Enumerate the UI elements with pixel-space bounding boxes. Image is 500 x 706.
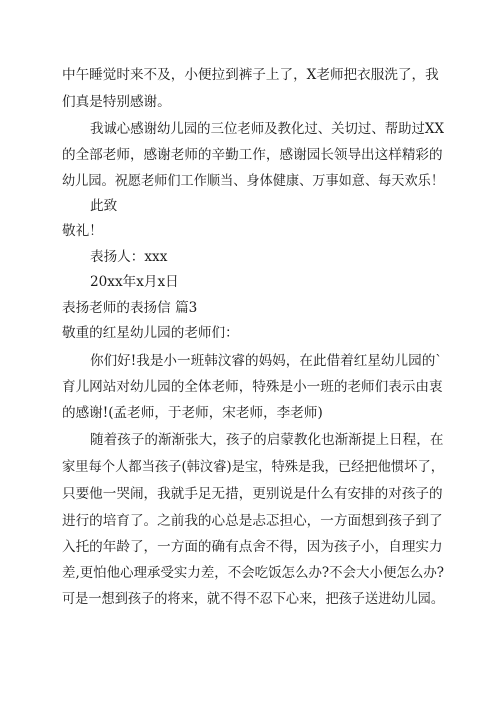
date-text: 20xx年x月x日: [90, 274, 179, 290]
text-line: 的感谢!(孟老师，于老师，宋老师，李老师): [62, 405, 323, 421]
text-line: 可是一想到孩子的将来，就不得不忍下心来，把孩子送进幼儿园。: [62, 591, 444, 607]
text-line: 你们好!我是小一班韩汶睿的妈妈，在此借着红星幼儿园的`: [90, 353, 443, 369]
text-line: 的全部老师，感谢老师的辛勤工作，感谢园长领导出这样精彩的: [62, 147, 443, 163]
salutation-text: 此致: [90, 198, 118, 214]
heading-text: 表扬老师的表扬信 篇3: [62, 300, 198, 316]
text-line: 育儿网站对幼儿园的全体老师，特殊是小一班的老师们表示由衷: [62, 379, 443, 395]
text-line: 幼儿园。祝愿老师们工作顺当、身体健康、万事如意、每天欢乐！: [62, 173, 444, 189]
text-line: 中午睡觉时来不及，小便拉到裤子上了，X老师把衣服洗了，我: [62, 67, 439, 83]
text-line: 家里每个人都当孩子(韩汶睿)是宝，特殊是我，已经把他惯坏了，: [62, 459, 445, 475]
signature-text: 表扬人：xxx: [90, 249, 168, 265]
salutation-text: 敬礼！: [62, 223, 103, 239]
text-line: 们真是特别感谢。: [62, 94, 171, 110]
text-line: 差,更怕他心理承受实力差，不会吃饭怎么办?不会大小便怎么办?: [62, 565, 445, 581]
text-line: 只要他一哭闹，我就手足无措，更别说是什么有安排的对孩子的: [62, 486, 443, 502]
text-line: 入托的年龄了，一方面的确有点舍不得，因为孩子小，自理实力: [62, 539, 443, 555]
greeting-text: 敬重的红星幼儿园的老师们：: [62, 325, 239, 341]
text-line: 我诚心感谢幼儿园的三位老师及教化过、关切过、帮助过XX: [90, 121, 444, 137]
text-line: 随着孩子的渐渐张大，孩子的启蒙教化也渐渐提上日程，在: [90, 432, 444, 448]
text-line: 进行的培育了。之前我的心总是忐忑担心，一方面想到孩子到了: [62, 513, 443, 529]
